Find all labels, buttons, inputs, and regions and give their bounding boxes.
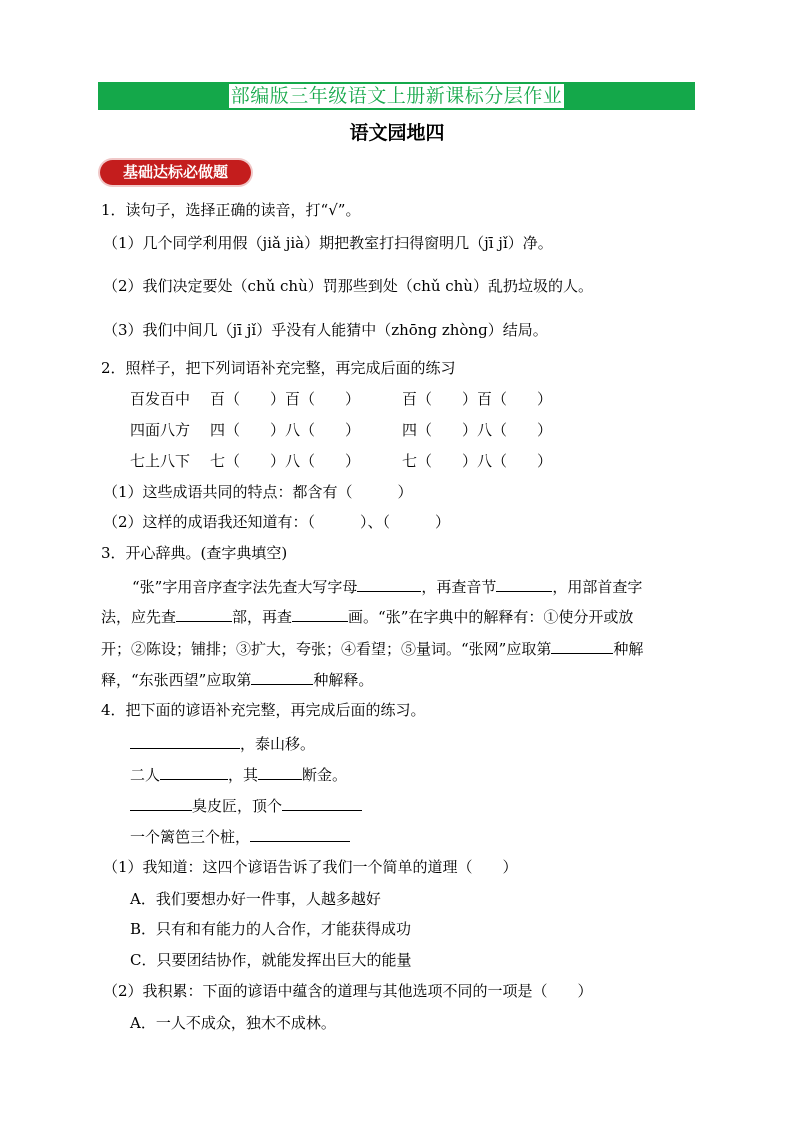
q4-sub-2: （2）我积累：下面的谚语中蕴含的道理与其他选项不同的一项是（ ）	[103, 982, 593, 1000]
q2-example-3: 七上八下	[130, 452, 191, 470]
q3-para-line-1	[132, 576, 642, 597]
q3-prompt: 3．开心辞典。(查字典填空)	[101, 544, 288, 562]
q4-option-b[interactable]: B．只有和有能力的人合作，才能获得成功	[130, 920, 412, 938]
q3-para-line-4	[101, 669, 373, 690]
q2-example-1: 百发百中	[130, 390, 191, 408]
q3-text: 法，应先查	[101, 608, 177, 626]
q4-option-c[interactable]: C．只要团结协作，就能发挥出巨大的能量	[130, 951, 412, 969]
q2-blank-2b: 四（ ）八（ ）	[402, 421, 553, 439]
q1-item-2: （2）我们决定要处（chǔ chù）罚那些到处（chǔ chù）乱扔垃圾的人。	[103, 277, 593, 295]
q4-prompt: 4．把下面的谚语补充完整，再完成后面的练习。	[101, 701, 426, 719]
q3-text: 开；②陈设；铺排；③扩大，夸张；④看望；⑤量词。“张网”应取第	[101, 640, 552, 658]
q3-para-line-3	[101, 638, 643, 659]
fill-blank[interactable]	[282, 795, 362, 811]
fill-blank[interactable]	[130, 733, 240, 749]
q2-blank-1b: 百（ ）百（ ）	[402, 390, 553, 408]
q4-proverb-1	[130, 733, 315, 754]
q4-text: ，其	[228, 766, 259, 784]
q3-text: 种解	[613, 640, 644, 658]
q2-blank-3a: 七（ ）八（ ）	[210, 452, 361, 470]
q4-proverb-2	[130, 764, 347, 785]
q4-option-a[interactable]: A．我们要想办好一件事，人越多越好	[130, 890, 381, 908]
q2-example-2: 四面八方	[130, 421, 191, 439]
q4-text: 臭皮匠，顶个	[192, 797, 283, 815]
q3-text: 部，再查	[232, 608, 293, 626]
fill-blank[interactable]	[250, 826, 350, 842]
fill-blank[interactable]	[551, 638, 613, 654]
q2-sub-1: （1）这些成语共同的特点：都含有（ ）	[103, 483, 413, 501]
fill-blank[interactable]	[292, 606, 348, 622]
q4-text: 断金。	[302, 766, 348, 784]
section-badge: 基础达标必做题	[100, 160, 251, 185]
q4-text: ，泰山移。	[240, 735, 316, 753]
fill-blank[interactable]	[176, 606, 232, 622]
q1-item-1: （1）几个同学利用假（jiǎ jià）期把教室打扫得窗明几（jī jǐ）净。	[103, 234, 553, 252]
worksheet-banner	[98, 82, 695, 110]
q4-proverb-4	[130, 826, 350, 847]
q2-prompt: 2．照样子，把下列词语补充完整，再完成后面的练习	[101, 359, 456, 377]
fill-blank[interactable]	[160, 764, 228, 780]
q4-text: 一个篱笆三个桩，	[130, 828, 251, 846]
q2-blank-1a: 百（ ）百（ ）	[210, 390, 361, 408]
q3-text: 种解释。	[313, 671, 374, 689]
fill-blank[interactable]	[258, 764, 302, 780]
fill-blank[interactable]	[251, 669, 313, 685]
q3-text: 画。“张”在字典中的解释有：①使分开或放	[348, 608, 634, 626]
q3-text: 释，“东张西望”应取第	[101, 671, 252, 689]
q2-blank-3b: 七（ ）八（ ）	[402, 452, 553, 470]
fill-blank[interactable]	[130, 795, 192, 811]
fill-blank[interactable]	[496, 576, 552, 592]
page-title: 语文园地四	[349, 122, 445, 144]
q2-sub-2: （2）这样的成语我还知道有：（ ）、（ ）	[103, 513, 451, 531]
q4-sub-1: （1）我知道：这四个谚语告诉了我们一个简单的道理（ ）	[103, 858, 518, 876]
q3-text: ，用部首查字	[552, 578, 643, 596]
q3-text: ，再查音节	[421, 578, 497, 596]
q2-blank-2a: 四（ ）八（ ）	[210, 421, 361, 439]
q1-item-3: （3）我们中间几（jī jǐ）乎没有人能猜中（zhōnɡ zhònɡ）结局。	[103, 321, 548, 339]
banner-text: 部编版三年级语文上册新课标分层作业	[230, 85, 563, 107]
q4-text: 二人	[130, 766, 161, 784]
q3-text: “张”字用音序查字法先查大写字母	[132, 578, 358, 596]
q3-para-line-2	[101, 606, 633, 627]
q4-sub2-option-a[interactable]: A．一人不成众，独木不成林。	[130, 1014, 336, 1032]
fill-blank[interactable]	[357, 576, 421, 592]
q1-prompt: 1．读句子，选择正确的读音，打“√”。	[101, 201, 361, 219]
q4-proverb-3	[130, 795, 362, 816]
